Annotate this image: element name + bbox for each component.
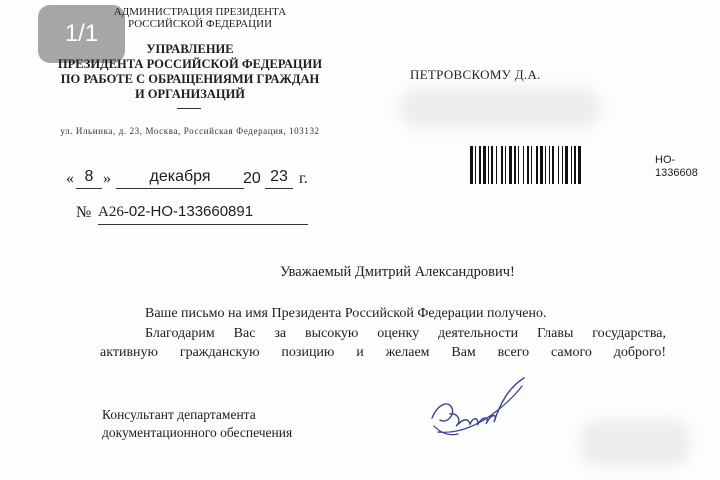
date-day: 8 bbox=[76, 168, 102, 189]
header-divider bbox=[177, 108, 201, 109]
barcode-code bbox=[655, 154, 698, 180]
administration-header bbox=[100, 6, 300, 30]
barcode-code-line-2: 1336608 bbox=[655, 167, 698, 179]
number-sign: № bbox=[76, 204, 92, 221]
signer-title-line-1: Консультант департамента bbox=[102, 407, 256, 422]
date-line bbox=[66, 168, 326, 190]
administration-line-2: РОССИЙСКОЙ ФЕДЕРАЦИИ bbox=[127, 18, 273, 30]
date-year-suffix: 23 bbox=[265, 168, 293, 189]
salutation: Уважаемый Дмитрий Александрович! bbox=[280, 264, 515, 280]
barcode-image bbox=[470, 146, 644, 184]
date-year-label: г. bbox=[299, 170, 308, 187]
date-year-prefix: 20 bbox=[243, 170, 261, 187]
date-close-quote: » bbox=[103, 170, 111, 187]
address-line: ул. Ильинка, д. 23, Москва, Российская Федерация, 103132 bbox=[60, 126, 320, 136]
redacted-address bbox=[400, 88, 600, 128]
reference-value bbox=[98, 203, 308, 225]
redacted-signer-name bbox=[580, 420, 690, 466]
signer-title bbox=[102, 406, 292, 442]
recipient-name: ПЕТРОВСКОМУ Д.А. bbox=[410, 67, 541, 82]
date-month: декабря bbox=[116, 168, 244, 189]
department-line-1: УПРАВЛЕНИЕ bbox=[146, 42, 234, 56]
page-indicator: 1/1 bbox=[38, 5, 125, 63]
handwritten-signature bbox=[428, 374, 528, 440]
paragraph-received: Ваше письмо на имя Президента Российской Федерации получено. bbox=[145, 306, 547, 321]
department-line-4: И ОРГАНИЗАЦИЙ bbox=[134, 87, 246, 101]
reference-digits: 02-НО-133660891 bbox=[128, 203, 254, 220]
paragraph-thanks-line-2: активную гражданскую позицию и желаем Вам всего самого доброго! bbox=[100, 345, 666, 360]
paragraph-thanks-line-1: Благодарим Вас за высокую оценку деятельности Главы государства, bbox=[145, 325, 666, 341]
department-header bbox=[55, 42, 325, 102]
reference-prefix: А26- bbox=[98, 204, 129, 220]
department-line-2: ПРЕЗИДЕНТА РОССИЙСКОЙ ФЕДЕРАЦИИ bbox=[57, 57, 323, 71]
date-open-quote: « bbox=[66, 170, 74, 187]
administration-line-1: АДМИНИСТРАЦИЯ ПРЕЗИДЕНТА bbox=[113, 6, 287, 18]
letter-body bbox=[100, 304, 666, 363]
department-line-3: ПО РАБОТЕ С ОБРАЩЕНИЯМИ ГРАЖДАН bbox=[60, 72, 320, 86]
barcode-code-line-1: НО- bbox=[655, 154, 676, 166]
signer-title-line-2: документационного обеспечения bbox=[102, 425, 293, 440]
